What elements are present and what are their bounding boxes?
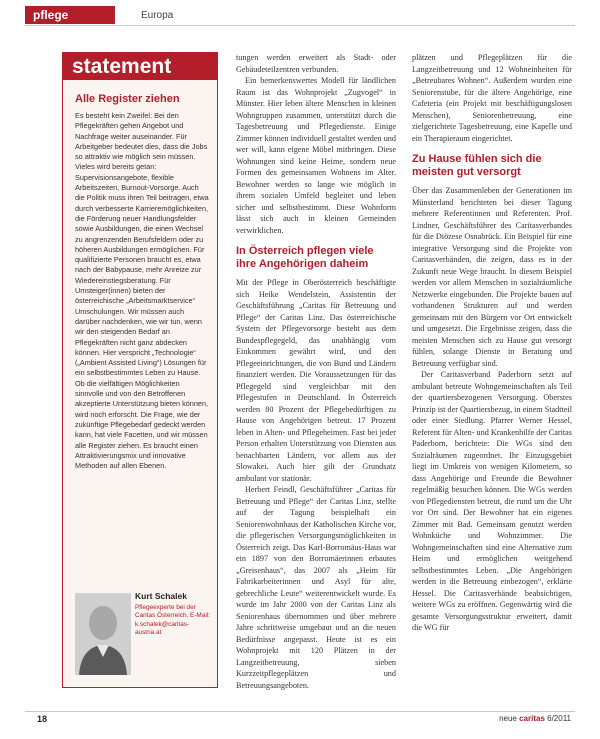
magazine-credit (499, 714, 571, 723)
header-rule (25, 25, 575, 26)
statement-heading: Alle Register ziehen (75, 93, 180, 105)
author-photo (75, 593, 131, 675)
author-block (75, 589, 213, 681)
author-role: Pflegeexperte bei der Caritas Österreich, E-Mail: k.schalek@caritas-austria.at (135, 604, 210, 637)
footer-rule (25, 711, 575, 712)
page-footer (25, 711, 575, 727)
section-name: Europa (141, 9, 174, 21)
statement-box (62, 52, 218, 688)
page-number: 18 (37, 714, 48, 724)
paragraph: Herbert Feindl, Geschäftsführer „Caritas für Betreuung und Pflege“ der Caritas Linz, stellte auf der Tagung beispielhaft ein Seniorenwohnhaus der Katholischen Kirche vor, die pflegerischen Versorgungsmöglichkeiten in Österreich zeigt. Das Karl-Borromäus-Haus war ein 1897 von den Borromäerinnen erbautes „Greisenhaus“, das 2007 als „Heim für Fabrikarbeiterinnen und Asyl für alte, gebrechliche Leute“ weiterentwickelt wurde. Es wurde im Jahr 2000 von der Caritas Linz als Seniorenhaus übernommen und über mehrere Jahre schrittweise umgebaut und an die neuen Bedürfnisse angepasst. Heute ist es ein Wohnprojekt mit 120 Plätzen in der Langzeitbetreuung, sieben Kurzzeitpflegeplätzen und Betreuungsangeboten. (236, 485, 396, 690)
article-column-2 (236, 52, 396, 691)
paragraph: Über das Zusammenleben der Generationen im Münsterland berichteten bei dieser Tagung mehrere Referentinnen und Referenten. Prof. Lindner, Geschäftsführer des Caritasverbandes für die Diözese Osnabrück. Ein Beispiel für eine integrative Versorgung sind die Projekte von Caritasverbänden, die zeigen, dass es in der Zukunft neue Wege braucht. In diesem Beispiel werden vor allem Menschen in sozialräumliche Netzwerke eingebunden. Die Projekte bauen auf vorhandenen Strukturen auf und werden gemeinsam mit den Bürgern vor Ort entwickelt und umgesetzt. Die Ergebnisse zeigen, dass die meisten Menschen sich zu Hause gut versorgt fühlen, solange Dienste in Beratung und Betreuung verfügbar sind. (412, 186, 572, 368)
subheading: In Österreich pflegen viele ihre Angehörigen daheim (236, 245, 374, 270)
statement-title: statement (63, 53, 217, 80)
paragraph: tungen werden erweitert als Stadt- oder Gebäudeteilzentren verbunden. (236, 53, 396, 74)
section-tag: pflege (25, 6, 115, 24)
page-header (25, 6, 173, 24)
paragraph: Mit der Pflege in Oberösterreich beschäftigte sich Heike Wendelstein, Assistentin der Geschäftsführung „Caritas für Betreuung und Pflege“ der Caritas Linz. Das österreichische System der Pflegevorsorge besteht aus dem Bundespflegegeld, das unabhängig vom Einkommen gewährt wird, und den Pflegeeinrichtungen, die von Bund und Ländern finanziert werden. Die Voraussetzungen für das Pflegegeld sind vergleichbar mit den Pflegestufen in Deutschland. In Österreich werden 80 Prozent der Pflegebedürftigen zu Hause von Angehörigen betreut. 17 Prozent leben in Alten- und Pflegeheimen. Fast bei jeder Person erhalten Unterstützung von Diensten aus benachbarten Ländern, vor allem aus der Slowakei. Auch hier gilt der Grundsatz ambulant vor stationär. (236, 278, 396, 483)
statement-body: Es besteht kein Zweifel: Bei den Pflegekräften gehen Angebot und Nachfrage weiter auseinander. Für Arbeitgeber bedeutet dies, dass die Jobs so attraktiv wie möglich sein müssen. Vieles wird bereits getan: Supervisionsangebote, flexible Arbeitszeiten, Burnout-Vorsorge. Auch die Politik muss ihren Teil beitragen, etwa durch verbesserte Karrieremöglichkeiten, die Förderung neuer Handlungsfelder sowie Ausbildungen, die einen Wechsel zu angrenzenden Berufsfeldern oder zu höheren Ausbildungen ermöglichen. Für qualifizierte Personen braucht es, etwa nach der Babypause, mehr Anreize zur Wiedereinstiegsberatung. Für Umsteiger(innen) bieten der österreichische „Arbeitsmarktservice“ Umschulungen. Wir müssen auch darüber nachdenken, wie wir tun, wenn wir den steigenden Bedarf an Pflegekräften nicht ganz abdecken können. Hier verspricht „Technologie“ („Ambient Assisted Living“) Lösungen für ein selbstbestimmtes Leben zu Hause. Ob die vielfältigen Möglichkeiten sinnvolle und von den Betroffenen akzeptierte Unterstützung bieten können, wird noch erforscht. Die Frage, wie der zukünftige Pflegebedarf gedeckt werden kann, hat viele Facetten, und wir müssen alle Register ziehen. Es braucht einen Attraktivierungsmix und innovative Methoden auf allen Ebenen. (75, 111, 209, 471)
magazine-name: caritas (519, 714, 545, 723)
magazine-issue: 6/2011 (547, 714, 571, 723)
magazine-prefix: neue (499, 714, 517, 723)
paragraph: Ein bemerkenswertes Modell für ländlichen Raum ist das Wohnprojekt „Zugvogel“ in Münster. Hier leben ältere Menschen in kleinen Wohngruppen zusammen, unterstützt durch die Tagesbetreuung und Pflegedienste. Einige Zimmer können individuell gestaltet werden und wer will, kann eigene Möbel mitbringen. Diese Wohnungen sind keine Heime, sondern neue Formen des gemeinsamen Wohnens im Alter. Bewohner werden so lange wie möglich in ihrem sozialen Umfeld begleitet und leben sicher und selbstbestimmt. Diese Wohnform lässt sich auch in kleinen Gemeinden verwirklichen. (236, 76, 396, 235)
subheading: Zu Hause fühlen sich die meisten gut versorgt (412, 153, 542, 178)
article-column-3 (412, 52, 572, 634)
paragraph: plätzen und Pflegeplätzen für die Langzeitbetreuung und 12 Wohneinheiten für „Betreubares Wohnen“. Außerdem wurden eine Seniorenstube, für die ältere Angehörige, eine Cafeteria (ein Projekt mit beschäftigungslosen Menschen), Seniorenbetreuung, eine zielgerichtete Tagesbetreuung, eine Kapelle und ein Therapieraum eingerichtet. (412, 53, 572, 143)
author-name: Kurt Schalek (135, 591, 187, 601)
paragraph: Der Caritasverband Paderborn setzt auf ambulant betreute Wohngemeinschaften als Teil der quartiersbezogenen Versorgung. Oberstes Prinzip ist der Quartiersbezug, in einem Stadtteil oder einer Siedlung. Pfarrer Werner Hessel, Referent für Alten- und Krankenhilfe der Caritas Paderborn, berichtete: Die WGs sind den Sozialräumen zugeordnet. Ihr Einzugsgebiet liegt im Umkreis von wenigen Kilometern, so dass Angehörige und Freunde die Bewohner regelmäßig besuchen können. Die WGs werden von Pflegediensten betreut, die rund um die Uhr vor Ort sind. Der Bewohner hat ein eigenes Zimmer mit Bad. Gemeinsam genutzt werden Wohnküche und Wohnzimmer. Die Wohngemeinschaften sind eine Alternative zum Heim und ermöglichen weitgehend selbstbestimmtes Leben. „Die Angehörigen werden in die Betreuung einbezogen“, erklärte Hessel. Die Caritasverbände beabsichtigen, weitere WGs zu eröffnen. Gegenwärtig wird die gesamte Versorgungsstruktur erweitert, damit die WG für (412, 370, 572, 632)
